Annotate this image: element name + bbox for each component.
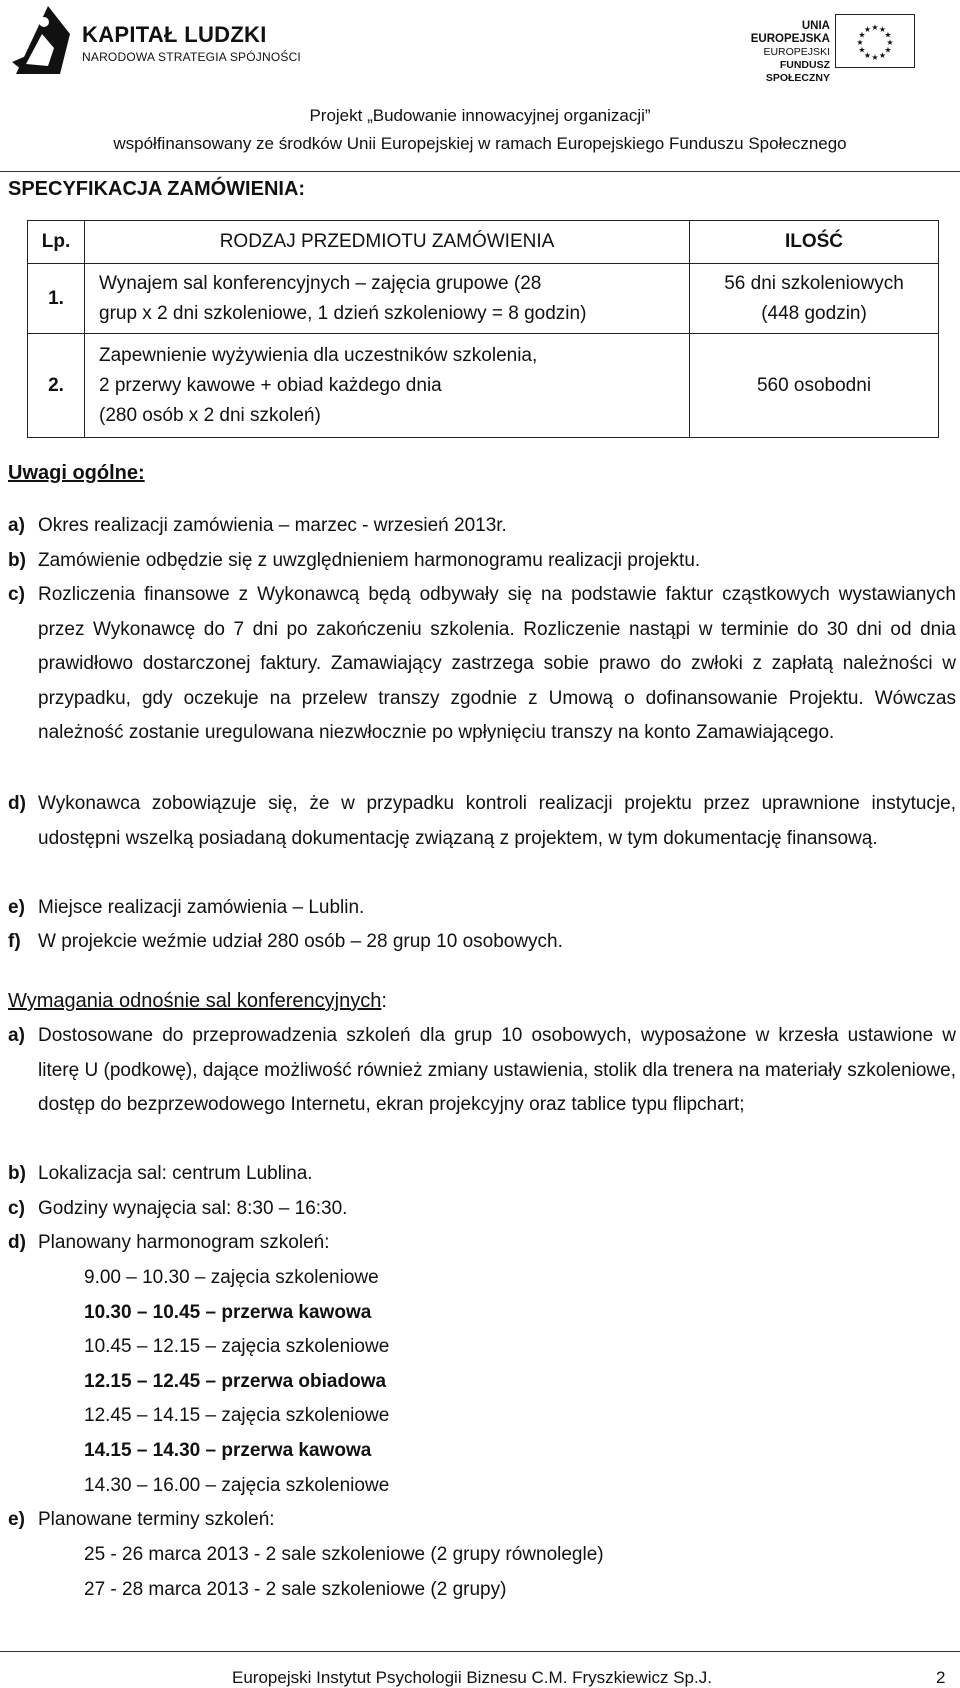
- eu-star-icon: ★: [884, 30, 892, 40]
- row-description-line: grup x 2 dni szkoleniowe, 1 dzień szkoleniowy = 8 godzin): [99, 302, 587, 324]
- list-item: [8, 1019, 956, 1123]
- col-header-qty: ILOŚĆ: [690, 221, 939, 264]
- list-item: [8, 509, 956, 544]
- project-title: Projekt „Budowanie innowacyjnej organizacji”: [309, 106, 651, 125]
- schedule-item: 10.30 – 10.45 – przerwa kawowa: [84, 1301, 372, 1323]
- eu-star-icon: ★: [858, 45, 866, 55]
- date-item: 25 - 26 marca 2013 - 2 sale szkoleniowe (2 grupy równolegle): [84, 1544, 604, 1565]
- schedule-item: 9.00 – 10.30 – zajęcia szkoleniowe: [84, 1267, 379, 1288]
- requirements-heading-text: Wymagania odnośnie sal konferencyjnych: [8, 990, 382, 1012]
- schedule-item: 14.15 – 14.30 – przerwa kawowa: [84, 1439, 372, 1461]
- list-item: [8, 578, 956, 751]
- cofinance-line: współfinansowany ze środków Unii Europejskiej w ramach Europejskiego Funduszu Społecznego: [113, 134, 847, 153]
- list-item-text: Lokalizacja sal: centrum Lublina.: [38, 1163, 313, 1184]
- list-item: [8, 544, 956, 579]
- list-item-text: Miejsce realizacji zamówienia – Lublin.: [38, 897, 365, 918]
- eu-star-icon: ★: [858, 30, 866, 40]
- row-quantity-line: 56 dni szkoleniowych: [724, 272, 904, 294]
- eu-star-icon: ★: [856, 38, 864, 47]
- requirements-heading-colon: :: [381, 990, 387, 1012]
- list-item-label: b): [8, 550, 26, 571]
- col-header-lp: Lp.: [28, 221, 85, 264]
- list-item-label: a): [8, 515, 25, 536]
- row-quantity-line: 560 osobodni: [756, 374, 872, 396]
- row-description-line: Wynajem sal konferencyjnych – zajęcia grupowe (28: [99, 272, 542, 294]
- eu-star-icon: ★: [871, 23, 879, 32]
- row-lp: 2.: [28, 334, 85, 438]
- eu-logo-text: [720, 20, 830, 85]
- col-header-type: RODZAJ PRZEDMIOTU ZAMÓWIENIA: [85, 221, 690, 264]
- table-row: [28, 264, 939, 334]
- eu-star-icon: ★: [878, 50, 887, 60]
- list-item-text: Wykonawca zobowiązuje się, że w przypadku kontroli realizacji projektu przez uprawnione instytucje, udostępni wszelką posiadaną dokumentację związaną z projektem, w tym dokumentację finansową.: [38, 793, 956, 849]
- footer-text: Europejski Instytut Psychologii Biznesu C.M. Fryszkiewicz Sp.J.: [232, 1668, 712, 1687]
- kapital-ludzki-emblem-icon: [8, 4, 78, 80]
- list-item: [8, 1226, 956, 1261]
- list-item-label: e): [8, 897, 25, 918]
- list-item-text: Planowany harmonogram szkoleń:: [38, 1232, 330, 1253]
- eu-flag-icon: [835, 14, 915, 68]
- eu-star-icon: ★: [863, 25, 872, 35]
- schedule-list: [84, 1261, 389, 1503]
- eu-star-icon: ★: [886, 38, 894, 47]
- list-item-text: Dostosowane do przeprowadzenia szkoleń dla grup 10 osobowych, wyposażone w krzesła ustawione w literę U (podkowę), dające możliwość również zmiany ustawienia, stolik dla trenera na materiały szkoleniowe, dostęp do bezprzewodowego Internetu, ekran projekcyjny oraz tablice typu flipchart;: [38, 1025, 956, 1116]
- kapital-ludzki-subtitle: NARODOWA STRATEGIA SPÓJNOŚCI: [82, 50, 301, 64]
- eu-star-icon: ★: [884, 45, 892, 55]
- list-item-label: e): [8, 1509, 25, 1530]
- row-quantity-line: (448 godzin): [761, 302, 867, 324]
- list-item-label: a): [8, 1025, 25, 1046]
- list-item: [8, 891, 956, 926]
- requirements-heading: [8, 990, 387, 1013]
- list-item-text: Godziny wynajęcia sal: 8:30 – 16:30.: [38, 1198, 348, 1219]
- list-item-label: c): [8, 1198, 25, 1219]
- eu-star-icon: ★: [878, 25, 887, 35]
- row-description-line: Zapewnienie wyżywienia dla uczestników szkolenia,: [99, 344, 538, 366]
- list-item-text: Zamówienie odbędzie się z uwzględnieniem harmonogramu realizacji projektu.: [38, 550, 701, 571]
- row-description: [85, 264, 690, 334]
- list-item-label: f): [8, 931, 21, 952]
- list-item-text: Planowane terminy szkoleń:: [38, 1509, 275, 1530]
- list-item-text: Rozliczenia finansowe z Wykonawcą będą odbywały się na podstawie faktur cząstkowych wystawianych przez Wykonawcę do 7 dni po zakończeniu szkolenia. Rozliczenie nastąpi w terminie do 30 dni od dnia prawidłowo dostarczonej faktury. Zamawiający zastrzega sobie prawo do zwłoki z zapłatą należności w przypadku, gdy oczekuje na przelew transzy zgodnie z Umową o dofinansowanie Projektu. Wówczas należność zostanie uregulowana niezwłocznie po wpłynięciu transzy na konto Zamawiającego.: [38, 584, 956, 744]
- table-header-row: [28, 221, 939, 264]
- schedule-item: 12.45 – 14.15 – zajęcia szkoleniowe: [84, 1405, 390, 1427]
- page-number: 2: [936, 1668, 946, 1687]
- spec-table: [27, 220, 939, 438]
- row-quantity: [690, 264, 939, 334]
- list-item-label: c): [8, 584, 25, 605]
- list-item-text: Okres realizacji zamówienia – marzec - wrzesień 2013r.: [38, 515, 507, 536]
- table-row: [28, 334, 939, 438]
- list-item: [8, 787, 956, 856]
- eu-star-icon: ★: [863, 50, 872, 60]
- schedule-item: 14.30 – 16.00 – zajęcia szkoleniowe: [84, 1474, 390, 1496]
- list-item-label: d): [8, 1232, 26, 1253]
- header-divider: [0, 171, 960, 172]
- kapital-ludzki-title: KAPITAŁ LUDZKI: [82, 22, 267, 47]
- row-description: [85, 334, 690, 438]
- list-item: [8, 1503, 956, 1538]
- eu-line-1: UNIA EUROPEJSKA: [750, 20, 830, 45]
- general-notes-heading: Uwagi ogólne:: [8, 462, 145, 484]
- list-item-label: d): [8, 793, 26, 814]
- row-quantity: [690, 334, 939, 438]
- schedule-item: 10.45 – 12.15 – zajęcia szkoleniowe: [84, 1336, 390, 1358]
- eu-line-3: FUNDUSZ SPOŁECZNY: [765, 59, 830, 84]
- dates-list: [84, 1538, 604, 1607]
- list-item: [8, 1157, 956, 1192]
- eu-line-2: EUROPEJSKI: [763, 46, 830, 58]
- list-item: [8, 1192, 956, 1227]
- row-description-line: 2 przerwy kawowe + obiad każdego dnia: [99, 374, 442, 396]
- date-item: 27 - 28 marca 2013 - 2 sale szkoleniowe (2 grupy): [84, 1578, 507, 1600]
- row-description-line: (280 osób x 2 dni szkoleń): [99, 404, 321, 426]
- spec-heading: SPECYFIKACJA ZAMÓWIENIA:: [8, 178, 306, 200]
- list-item-label: b): [8, 1163, 26, 1184]
- eu-star-icon: ★: [871, 53, 879, 62]
- footer-divider: [0, 1651, 960, 1652]
- row-lp: 1.: [28, 264, 85, 334]
- list-item: [8, 925, 956, 960]
- list-item-text: W projekcie weźmie udział 280 osób – 28 grup 10 osobowych.: [38, 931, 563, 952]
- schedule-item: 12.15 – 12.45 – przerwa obiadowa: [84, 1370, 387, 1392]
